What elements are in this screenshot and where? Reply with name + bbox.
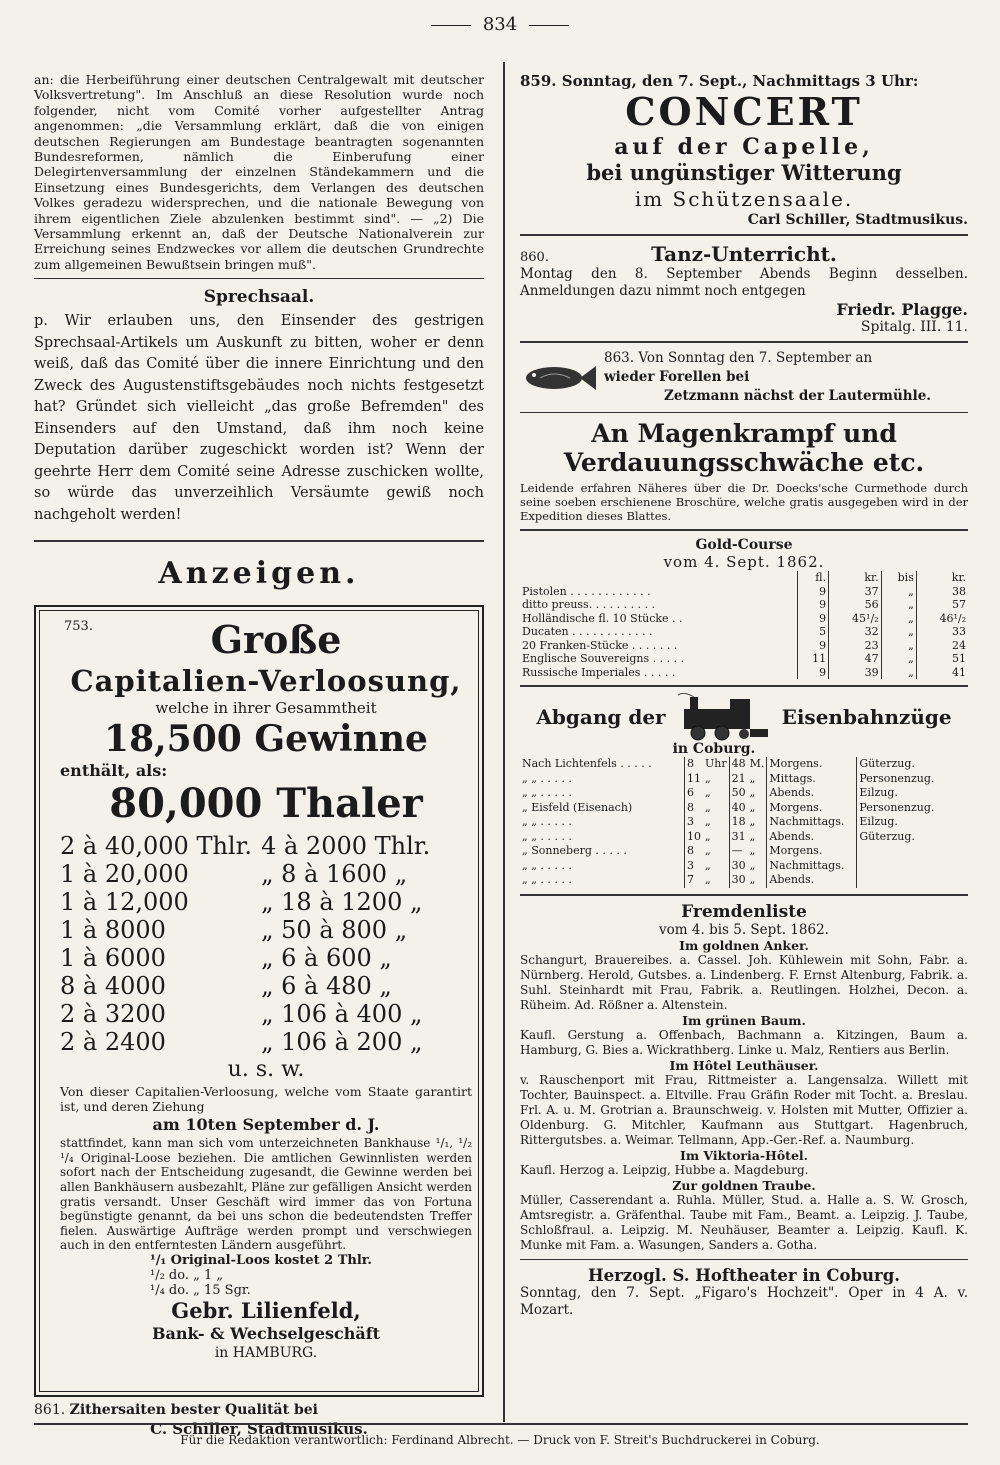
gold-header-cell: kr. (916, 571, 968, 585)
divider (520, 529, 968, 531)
train-cell: — (729, 844, 748, 859)
train-row (520, 859, 936, 874)
traube-title: Zur goldnen Traube. (672, 1177, 816, 1193)
train-cell: 48 (729, 757, 748, 772)
ad-859 (520, 72, 968, 228)
train-cell: 8 (685, 757, 704, 772)
anker-title: Im goldnen Anker. (679, 937, 809, 953)
train-cell: 31 (729, 830, 748, 845)
gold-cell: 47 (829, 652, 881, 666)
prize-right: „ 8 à 1600 „ (261, 860, 408, 889)
gold-cell: 56 (829, 598, 881, 612)
train-city: in Coburg. (672, 741, 756, 757)
prize-row (60, 832, 472, 860)
anzeigen-title: Anzeigen. (158, 556, 360, 592)
train-title-left: Abgang der (536, 705, 666, 729)
gold-cell: 20 Franken-Stücke . . . . . . . (522, 638, 678, 652)
prize-row (60, 916, 472, 944)
train-cell: „ Eisfeld (Eisenach) (522, 800, 633, 814)
train-cell: „ Sonneberg . . . . . (522, 844, 627, 857)
gold-cell: 24 (916, 639, 968, 653)
gold-cell: „ (881, 585, 916, 599)
train-cell: 50 (729, 786, 748, 801)
divider (520, 685, 968, 687)
gold-title: Gold-Course (695, 537, 793, 553)
ad-861-text: Zithersaiten bester Qualität bei (69, 1402, 318, 1419)
capelle: auf der Capelle, (614, 134, 874, 160)
prize-left: 1 à 20,000 (60, 860, 189, 889)
train-cell: 7 (685, 873, 704, 888)
price-line-3: ¹/₄ do. „ 15 Sgr. (150, 1283, 251, 1299)
footer-imprint: Für die Redaktion verantwortlich: Ferdinand Albrecht. — Druck von F. Streit's Buchdruckerei in Coburg. (180, 1433, 820, 1447)
theater-text: Sonntag, den 7. Sept. „Figaro's Hochzeit". Oper in 4 A. v. Mozart. (520, 1284, 968, 1318)
price-line-1: ¹/₁ Original-Loos kostet 2 Thlr. (150, 1253, 372, 1269)
ad-860-name: Friedr. Plagge. (836, 300, 968, 319)
train-cell (857, 873, 937, 888)
train-cell: Morgens. (767, 801, 857, 816)
sprechsaal-text: p. Wir erlauben uns, den Einsender des gestrigen Sprechsaal-Artikels um Auskunft zu bitten, woher er denn weiß, daß das Comité über die innere Einrichtung und den Zweck des Augustenstiftsgebäudes noch nichts festgesetzt hat? Gründet sich vielleicht „das große Befremden" des Einsenders auf den Umstand, daß ihm noch keine Deputation darüber zugeschickt worden ist? Wenn der geehrte Herr dem Comité seine Adresse zuschicken wollte, so würde das unverzeihlich Versäumte gewiß noch nachgeholt werden! (34, 313, 484, 523)
anker-text: Schangurt, Brauereibes. a. Cassel. Joh. Kühlewein mit Sohn, Fabr. a. Nürnberg. Herold, Gutsbes. a. Lindenberg. F. Ernst Altenburg, Fabrik. a. Suhl. Steinhardt mit Frau, Fabrik. a. Reutlingen. Holzhei, Decon. a. Rüheim. Ad. Rößner a. Altenstein. (520, 952, 968, 1012)
train-cell: „ (749, 873, 756, 886)
magen-title: An Magenkrampf und Verdauungsschwäche etc. (563, 419, 925, 477)
train-cell: Morgens. (767, 757, 857, 772)
page-number: 834 (0, 14, 1000, 35)
train-cell: „ (705, 829, 711, 843)
baum-text: Kaufl. Gerstung a. Offenbach, Bachmann a. Kitzingen, Baum a. Hamburg, G. Bies a. Wickrathberg. Linke u. Malz, Rentiers aus Berlin. (520, 1027, 968, 1057)
theater-title: Herzogl. S. Hoftheater in Coburg. (588, 1265, 900, 1285)
ad-860-title: Tanz-Unterricht. (651, 242, 837, 266)
prize-left: 8 à 4000 (60, 972, 166, 1001)
gold-cell: 39 (829, 666, 881, 680)
ad-861-name: C. Schiller, Stadtmusikus. (150, 1420, 368, 1439)
gold-cell: 46¹/₂ (916, 612, 968, 626)
ad-enthaelt: enthält, als: (60, 761, 168, 781)
prize-right: „ 50 à 800 „ (261, 916, 408, 945)
train-cell: Abends. (767, 873, 857, 888)
ad-863-text-2: wieder Forellen bei (604, 369, 750, 385)
ad-line-total: welche in ihrer Gesammtheit (155, 699, 377, 718)
prize-right: 4 à 2000 Thlr. (261, 832, 431, 861)
prize-row (60, 1000, 472, 1028)
ad-860 (520, 242, 968, 335)
left-column (34, 72, 484, 1439)
train-cell: Uhr (705, 757, 727, 770)
prize-left: 1 à 8000 (60, 916, 166, 945)
baum-title: Im grünen Baum. (682, 1012, 806, 1028)
sprechsaal-title: Sprechsaal. (203, 287, 315, 308)
train-row (520, 873, 936, 888)
train-cell (857, 844, 937, 859)
train-cell: 11 (685, 772, 704, 787)
ad-860-address: Spitalg. III. 11. (860, 319, 968, 335)
gold-cell: „ (881, 639, 916, 653)
gold-cell: 37 (829, 585, 881, 599)
train-cell: 6 (685, 786, 704, 801)
ad-753-lottery (34, 605, 484, 1397)
train-cell (857, 859, 937, 874)
gold-row (520, 639, 968, 653)
divider (520, 341, 968, 343)
train-cell: „ (705, 844, 711, 857)
train-row (520, 830, 936, 845)
gold-cell: 33 (916, 625, 968, 639)
prize-right: „ 6 à 480 „ (261, 972, 392, 1001)
train-cell: Personenzug. (857, 772, 937, 787)
train-cell: Eilzug. (857, 815, 937, 830)
schuetzensaal: im Schützensaale. (634, 187, 854, 211)
gold-cell: 9 (797, 666, 829, 680)
ad-859-head: Sonntag, den 7. Sept., Nachmittags 3 Uhr: (561, 72, 919, 90)
train-cell: „ (705, 873, 711, 886)
ad-thaler: 80,000 Thaler (109, 780, 423, 828)
gold-cell: 9 (797, 598, 829, 612)
gold-cell: 9 (797, 612, 829, 626)
prize-list (60, 832, 472, 1056)
train-row (520, 757, 936, 772)
divider (520, 1259, 968, 1260)
prize-row (60, 888, 472, 916)
train-title-right: Eisenbahnzüge (781, 705, 952, 729)
fremdenliste (520, 902, 968, 1253)
gold-cell: 5 (797, 625, 829, 639)
train-cell: „ „ . . . . . (522, 858, 572, 872)
ad-number: 753. (64, 619, 93, 635)
gold-course (520, 537, 968, 679)
ad-magenkrampf (520, 419, 968, 523)
gold-header-cell: bis (881, 571, 916, 585)
gold-cell: 51 (916, 652, 968, 666)
gold-cell: Holländische fl. 10 Stücke . . (522, 611, 683, 625)
gold-cell: 9 (797, 585, 829, 599)
fremden-title: Fremdenliste (681, 901, 807, 922)
ad-859-number: 859. (520, 72, 557, 90)
gold-row (520, 652, 968, 666)
train-cell: 18 (729, 815, 748, 830)
ad-863-text-1: Von Sonntag den 7. September an (638, 350, 873, 366)
train-cell: „ (749, 815, 756, 828)
train-cell: „ (705, 786, 711, 799)
magen-text: Leidende erfahren Näheres über die Dr. Doecks'sche Curmethode durch seine soeben erschienene Broschüre, welche gratis ausgegeben wird in der Expedition dieses Blattes. (520, 481, 968, 523)
fremden-date: vom 4. bis 5. Sept. 1862. (659, 921, 829, 938)
ad-title-verloosung: Capitalien-Verloosung, (70, 664, 462, 699)
theater-notice (520, 1266, 968, 1319)
train-cell: „ (749, 829, 756, 843)
traube-text: Müller, Casserendant a. Ruhla. Müller, Stud. a. Halle a. S. W. Grosch, Amtsregistr. a. Gräfenthal. Taube mit Fam., Beamt. a. Leipzig. J. Taube, Schloßfraul. a. Leipzig. M. Neuhäuser, Beamter a. Leipzig. Kaufl. K. Munke mit Fam. a. Wasungen, Sanders a. Gotha. (520, 1192, 968, 1252)
divider (520, 412, 968, 413)
train-cell: 8 (685, 844, 704, 859)
gold-row (520, 625, 968, 639)
fish-icon (520, 360, 598, 396)
train-cell: „ (705, 800, 711, 814)
gold-cell: 23 (829, 639, 881, 653)
train-cell: Güterzug. (857, 757, 937, 772)
prize-right: „ 106 à 400 „ (261, 1000, 423, 1029)
train-cell: 30 (729, 859, 748, 874)
divider (520, 894, 968, 896)
prize-left: 2 à 2400 (60, 1028, 166, 1057)
prize-row (60, 860, 472, 888)
train-row (520, 786, 936, 801)
ad-860-number: 860. (520, 250, 549, 265)
ad-861-number: 861. (34, 1402, 66, 1419)
gold-cell: „ (881, 598, 916, 612)
train-cell: Nachmittags. (767, 815, 857, 830)
train-cell: „ (705, 771, 711, 785)
concert-title: CONCERT (625, 89, 863, 134)
train-cell: Nachmittags. (767, 859, 857, 874)
intro-article-text: an: die Herbeiführung einer deutschen Centralgewalt mit deutscher Volksvertretung". Im Anschluß an diese Resolution wurde noch folgender, nicht vom Comité vorher aufgestellter Antrag angenommen: „die Versammlung erklärt, daß die von einigen deutschen Regierungen am Bundestage beantragten sogenannten Bundesreformen, nämlich die Einberufung einer Delegirtenversammlung der einzelnen Ständekammern und die Einsetzung eines Bundesgerichts, dem Verlangen des deutschen Volkes geradezu widersprechen, und die nationale Bewegung von ihrem eigentlichen Ziele abzulenken bestimmt sind". — „2) Die Versammlung erkennt an, daß der Deutsche Nationalverein zur Erreichung seines Endzweckes vor allem die deutschen Grundrechte zum allgemeinen Bewußtsein bringen muß". (34, 72, 484, 272)
train-row (520, 772, 936, 787)
gold-cell: 41 (916, 666, 968, 680)
train-cell: Abends. (767, 830, 857, 845)
prize-left: 2 à 3200 (60, 1000, 166, 1029)
gold-header-cell: fl. (797, 571, 829, 585)
train-cell: „ (749, 786, 756, 799)
train-cell: „ (749, 858, 756, 872)
train-cell: M. (749, 757, 765, 770)
gold-cell: „ (881, 652, 916, 666)
viktoria-title: Im Viktoria-Hôtel. (679, 1147, 809, 1163)
train-cell: „ (705, 815, 711, 828)
prize-left: 2 à 40,000 Thlr. (60, 832, 253, 861)
gold-cell: Englische Souvereigns . . . . . (522, 652, 685, 665)
right-column (520, 72, 968, 1319)
train-cell: „ „ . . . . . (522, 815, 572, 828)
gold-cell: 57 (916, 598, 968, 612)
locomotive-icon (674, 693, 774, 741)
witterung: bei ungünstiger Witterung (586, 160, 902, 185)
train-cell: „ (749, 844, 756, 857)
ad-863-text-3: Zetzmann nächst der Lautermühle. (664, 388, 932, 404)
firm-name: Gebr. Lilienfeld, (171, 1298, 361, 1324)
train-cell: 3 (685, 859, 704, 874)
gold-cell: 38 (916, 585, 968, 599)
train-cell: „ (749, 771, 756, 785)
gold-header-cell: kr. (829, 571, 881, 585)
ad-863 (520, 349, 968, 406)
train-cell: „ (705, 858, 711, 872)
prize-row (60, 944, 472, 972)
gold-cell: „ (881, 666, 916, 680)
train-cell: 10 (685, 830, 704, 845)
gold-row (520, 598, 968, 612)
prize-right: „ 18 à 1200 „ (261, 888, 423, 917)
train-cell: „ (749, 800, 756, 814)
train-cell: „ „ . . . . . (522, 786, 572, 799)
train-cell: 40 (729, 801, 748, 816)
ad-text-1: Von dieser Capitalien-Verloosung, welche vom Staate garantirt ist, und deren Ziehung (60, 1084, 472, 1115)
gold-row (520, 666, 968, 680)
prize-row (60, 1028, 472, 1056)
viktoria-text: Kaufl. Herzog a. Leipzig, Hubbe a. Magdeburg. (520, 1162, 809, 1177)
gold-cell: „ (881, 625, 916, 639)
ad-usw: u. s. w. (227, 1057, 305, 1083)
ad-date-line: am 10ten September d. J. (152, 1115, 380, 1135)
gold-date: vom 4. Sept. 1862. (663, 553, 825, 571)
prize-row (60, 972, 472, 1000)
price-line-2: ¹/₂ do. „ 1 „ (150, 1268, 224, 1284)
footer-rule (34, 1423, 968, 1425)
train-table (520, 757, 936, 888)
ad-863-number: 863. (604, 350, 635, 366)
leuthaeuser-text: v. Rauschenport mit Frau, Rittmeister a. Langensalza. Willett mit Tochter, Bauinspect. a. Eltville. Frau Gräfin Roder mit Tocht. a. Breslau. Frl. A. u. M. Grotrian a. Braunschweig. v. Holsten mit Mutter, Offizier a. Oldenburg. G. Mitchler, Kaufmann aus Stuttgart. Hagenbruch, Rittergutsbes. a. Weimar. Tellmann, App.-Ger.-Ref. a. Naumburg. (520, 1072, 968, 1147)
divider (520, 234, 968, 236)
train-cell: Personenzug. (857, 801, 937, 816)
train-row (520, 815, 936, 830)
gold-header-cell (520, 571, 797, 585)
divider (34, 540, 484, 542)
train-schedule (520, 693, 968, 888)
train-cell: 8 (685, 801, 704, 816)
gold-row (520, 612, 968, 626)
gold-table (520, 571, 968, 679)
train-row (520, 844, 936, 859)
ad-title-grosse: Große (210, 617, 342, 663)
train-cell: Mittags. (767, 772, 857, 787)
prize-left: 1 à 12,000 (60, 888, 189, 917)
train-row (520, 801, 936, 816)
gold-cell: Pistolen . . . . . . . . . . . . (522, 584, 651, 598)
gold-cell: „ (881, 612, 916, 626)
train-cell: 21 (729, 772, 748, 787)
ad-text-2: stattfindet, kann man sich vom unterzeichneten Bankhause ¹/₁, ¹/₂ ¹/₄ Original-Loose beziehen. Die amtlichen Gewinnlisten werden sofort nach der Entscheidung zugesandt, die Gewinne werden bei allen Bankhäusern ausbezahlt, Pläne zur gefälligen Ansicht werden gratis versandt. Unser Geschäft wird immer das von Fortuna begünstigte genannt, da bei uns schon die bedeutendsten Treffer fielen. Auswärtige Aufträge werden prompt und verschwiegen auch in den entferntesten Ländern ausgeführt. (60, 1136, 472, 1253)
gold-cell: 11 (797, 652, 829, 666)
gold-cell: ditto preuss. . . . . . . . . . (522, 598, 656, 611)
train-cell: „ „ . . . . . (522, 873, 572, 886)
train-cell: 30 (729, 873, 748, 888)
train-cell: „ „ . . . . . (522, 771, 572, 785)
ad-gewinne: 18,500 Gewinne (104, 718, 428, 761)
gold-cell: Ducaten . . . . . . . . . . . . (522, 625, 653, 638)
train-cell: Nach Lichtenfels . . . . . (522, 757, 652, 770)
gold-cell: 45¹/₂ (829, 612, 881, 626)
divider (34, 278, 484, 279)
train-cell: Abends. (767, 786, 857, 801)
leuthaeuser-title: Im Hôtel Leuthäuser. (669, 1057, 819, 1073)
prize-left: 1 à 6000 (60, 944, 166, 973)
gold-cell: 32 (829, 625, 881, 639)
train-cell: Eilzug. (857, 786, 937, 801)
ad-859-signature: Carl Schiller, Stadtmusikus. (747, 212, 968, 228)
gold-cell: 9 (797, 639, 829, 653)
firm-subtitle: Bank- & Wechselgeschäft (151, 1324, 381, 1344)
gold-row (520, 585, 968, 599)
firm-city: in HAMBURG. (214, 1345, 318, 1362)
train-cell: „ „ . . . . . (522, 829, 572, 843)
train-cell: 3 (685, 815, 704, 830)
prize-right: „ 106 à 200 „ (261, 1028, 423, 1057)
ad-860-text: Montag den 8. September Abends Beginn desselben. Anmeldungen dazu nimmt noch entgegen (520, 266, 968, 299)
train-cell: Güterzug. (857, 830, 937, 845)
train-cell: Morgens. (767, 844, 857, 859)
gold-cell: Russische Imperiales . . . . . (522, 665, 676, 679)
prize-right: „ 6 à 600 „ (261, 944, 392, 973)
